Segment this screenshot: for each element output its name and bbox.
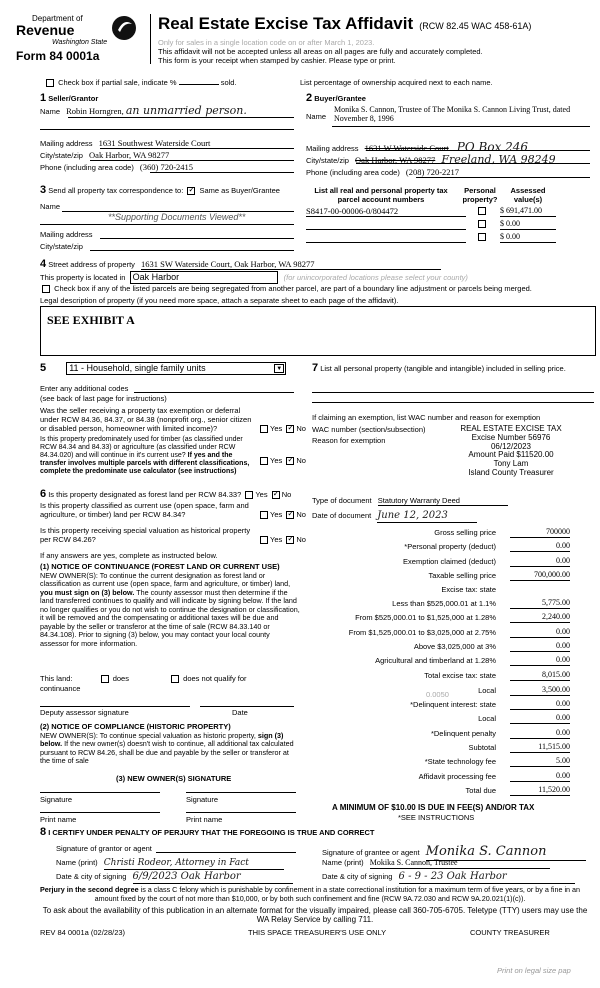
legal-description-box[interactable] (40, 306, 596, 356)
s6-q2-answer (258, 510, 306, 519)
this-land-label: This land: (40, 674, 73, 683)
s1-mail-value[interactable]: 1631 Southwest Waterside Court (98, 138, 211, 148)
land-use-select[interactable] (66, 362, 286, 375)
notice-2: This form is your receipt when stamped by cashier. Please type or print. (158, 56, 396, 65)
grantee-date-value[interactable]: 6 - 9 - 23 Oak Harbor (399, 871, 575, 884)
perjury-body: is a class C felony which is punishable by confinement in a state correctional institution for a maximum term of five years, or by a fine in an amount fixed by the court of not more than $10,000, or by both such confinement and fine (RCW 9A.72.030 and RCW 9A.20.021(1)(c)). (94, 885, 581, 903)
wac-number-label: WAC number (section/subsection) (312, 425, 426, 434)
s2-phone-value[interactable]: (208) 720-2217 (405, 167, 460, 177)
s1-title: Seller/Grantor (48, 94, 99, 103)
new-owner-signature-2-label: Signature (186, 795, 219, 804)
grantor-date-value[interactable]: 6/9/2023 Oak Harbor (133, 871, 293, 884)
parcel-header: List all real and personal property tax parcel account numbers (314, 186, 448, 204)
doc-type-value[interactable]: Statutory Warranty Deed (378, 496, 508, 506)
doc-type-row (312, 496, 508, 506)
partial-sale-checkbox[interactable] (46, 79, 54, 87)
stamp-line: REAL ESTATE EXCISE TAX (460, 424, 562, 433)
calc-row (296, 640, 570, 654)
grantor-name-row (56, 858, 284, 870)
local-rate: 0.0050 (426, 690, 449, 699)
calc-value[interactable]: 0.00 (510, 627, 570, 638)
s6-c3-title: (3) NEW OWNER(S) SIGNATURE (116, 774, 232, 783)
calc-row (296, 770, 570, 784)
grantor-date-row (56, 871, 293, 884)
stamp-line: Tony Lam (493, 459, 529, 469)
calc-value[interactable]: 5.00 (510, 756, 570, 767)
s6-c2-c: If the new owner(s) doesn't wish to continue, all additional tax calculated pursuant to RCW 84.26, shall be due and payable by the seller or transferor at the time of sale (40, 739, 294, 766)
only-for-note: Only for sales in a single location code on or after March 1, 2023. (158, 38, 375, 47)
s6-c1-b: you must sign on (3) below. (40, 587, 135, 597)
s4-located-row (40, 271, 468, 284)
s6-q3-yes-checkbox[interactable] (260, 536, 268, 544)
s2-number: 2 (306, 92, 313, 104)
treasurer-stamp (436, 425, 586, 478)
calc-label: Affidavit processing fee (418, 772, 496, 781)
no-label: No (296, 510, 306, 519)
s1-mail-label: Mailing address (40, 139, 93, 148)
no-label: No (296, 456, 306, 465)
s4-street-value[interactable]: 1631 SW Waterside Court, Oak Harbor, WA 98277 (141, 259, 441, 270)
calc-row (296, 555, 570, 569)
s3-same-label: Same as Buyer/Grantee (199, 186, 280, 195)
section-6 (40, 488, 291, 501)
s1-city-value[interactable]: Oak Harbor, WA 98277 (89, 150, 170, 160)
s1-name-handwritten: an unmarried person. (125, 104, 247, 117)
s6-number: 6 (40, 488, 47, 500)
partial-sale-label: Check box if partial sale, indicate % (58, 78, 177, 87)
s6-q1-no-checkbox[interactable] (272, 491, 280, 499)
parcel-list (306, 206, 596, 245)
continuance-label: continuance (40, 684, 81, 693)
wac-claim-label: If claiming an exemption, list WAC number and reason for exemption (312, 413, 541, 422)
s5-number: 5 (40, 362, 47, 374)
calc-label: Gross selling price (434, 528, 496, 537)
supporting-docs-stamp: **Supporting Documents Viewed** (108, 212, 246, 222)
s2-title: Buyer/Grantee (314, 94, 366, 103)
s2-mail-label: Mailing address (306, 144, 359, 153)
s2-city-label: City/state/zip (306, 156, 349, 165)
personal-property-checkbox[interactable] (478, 220, 486, 228)
calc-row (296, 569, 570, 583)
yes-label: Yes (255, 490, 268, 499)
legal-desc-label: Legal description of property (if you need more space, attach a separate sheet to each page of the affidavit). (40, 296, 399, 305)
calc-row (296, 611, 570, 626)
section-3 (40, 184, 280, 197)
calc-label: From $525,000.01 to $1,525,000 at 1.28% (355, 613, 496, 622)
yes-label: Yes (270, 510, 283, 519)
s5-q2-text: Is this property predominately used for timber (as classified under RCW 84.34 and 84.33) or agriculture (as classified under RCW 84.34.020) and will continue in it's current use? (40, 436, 243, 460)
calc-label: Exemption claimed (deduct) (403, 557, 496, 566)
s2-phone-row (306, 167, 459, 177)
parcel-row (306, 232, 596, 245)
grantee-signature-value[interactable]: Monika S. Cannon (426, 844, 586, 861)
doc-date-value[interactable]: June 12, 2023 (377, 510, 477, 523)
s6-c2-title: (2) NOTICE OF COMPLIANCE (HISTORIC PROPERTY) (40, 722, 231, 731)
s3-number: 3 (40, 184, 47, 196)
calc-value[interactable]: 0.00 (510, 641, 570, 652)
s4-street-label: Street address of property (48, 260, 135, 269)
section-7 (312, 362, 596, 375)
s5-q2-no-checkbox[interactable] (286, 457, 294, 465)
personal-property-checkbox[interactable] (478, 233, 486, 241)
s2-name-label: Name (306, 112, 327, 121)
calc-value[interactable]: 2,240.00 (510, 612, 570, 623)
calc-value[interactable]: 0.00 (510, 713, 570, 724)
land-use-value: 11 - Household, single family units (69, 363, 206, 373)
calc-label: Subtotal (468, 743, 496, 752)
s6-c1-title: (1) NOTICE OF CONTINUANCE (FOREST LAND OR CURRENT USE) (40, 562, 280, 571)
s5-q2 (40, 436, 258, 476)
s6-c2-b: sign (3) below. (40, 731, 284, 749)
s4-located-label: This property is located in (40, 273, 126, 282)
calc-label: Above $3,025,000 at 3% (413, 642, 496, 651)
s3-mail-label: Mailing address (40, 230, 93, 239)
s6-c2-body (40, 732, 300, 766)
s5-q1: Was the seller receiving a property tax exemption or deferral under RCW 84.36, 84.37, or 84.38 (nonprofit org., senior citizen or disabled person, homeowner with limited income)? (40, 406, 252, 433)
s1-number: 1 (40, 92, 47, 104)
deputy-signature-label: Deputy assessor signature (40, 708, 129, 717)
parcel-row (306, 219, 596, 232)
assessed-value[interactable]: $ 0.00 (500, 219, 556, 230)
grantor-signature-line[interactable] (156, 852, 296, 853)
same-as-buyer-checkbox[interactable] (187, 187, 195, 195)
s3-label: Send all property tax correspondence to: (48, 186, 184, 195)
unincorporated-note: (for unincorporated locations please select your county) (283, 273, 468, 282)
print-legal-note: Print on legal size pap (497, 966, 571, 975)
s6-c1-body (40, 572, 300, 648)
new-owner-print-1-label: Print name (40, 815, 77, 824)
s2-mail-value[interactable]: 1631 W Waterside Court (364, 143, 449, 153)
calc-value[interactable]: 0.00 (510, 699, 570, 710)
calc-label: From $1,525,000.01 to $3,025,000 at 2.75% (348, 628, 496, 637)
assessed-value[interactable]: $ 691,471.00 (500, 206, 556, 217)
s8-number: 8 (40, 826, 47, 838)
calc-row (296, 698, 570, 712)
s7-number: 7 (312, 362, 319, 374)
grantee-date-label: Date & city of signing (322, 872, 393, 881)
grantor-signature-label: Signature of grantor or agent (56, 844, 152, 853)
segregated-label: Check box if any of the listed parcels are being segregated from another parcel, are part of a boundary line adjustment or parcels being merged. (54, 284, 532, 293)
does-not-label: does not qualify for (183, 674, 247, 683)
s1-city-label: City/state/zip (40, 151, 83, 160)
calc-label: *Delinquent interest: state (410, 700, 496, 709)
legal-description-text: SEE EXHIBIT A (47, 313, 135, 327)
grantee-signature-label: Signature of grantee or agent (322, 848, 420, 857)
s2-city-value[interactable]: Oak Harbor, WA 98277 (355, 155, 436, 165)
s6-q3-no-checkbox[interactable] (286, 536, 294, 544)
s6-q3: Is this property receiving special valuation as historical property per RCW 84.26? (40, 526, 251, 544)
calc-label: Less than $525,000.01 at 1.1% (392, 599, 496, 608)
does-label: does (112, 674, 129, 683)
s1-city-row (40, 150, 169, 160)
personal-header: Personal property? (462, 186, 498, 204)
s2-mail-handwritten: PO Box 246 (456, 140, 529, 154)
grantee-name-value[interactable]: Mokika S. Cannon, Trustee (370, 858, 550, 869)
partial-sold: sold. (220, 78, 237, 87)
stamp-line: Island County Treasurer (468, 467, 554, 477)
parcel-number[interactable] (306, 232, 466, 243)
calc-row (296, 597, 570, 611)
s6-this-land-row (40, 674, 247, 683)
s1-phone-row (40, 162, 193, 172)
calc-label: *State technology fee (424, 757, 496, 766)
calc-row (296, 626, 570, 640)
personal-property-checkbox[interactable] (478, 207, 486, 215)
s5-q1-no-checkbox[interactable] (286, 425, 294, 433)
does-checkbox[interactable] (101, 675, 109, 683)
partial-sale-row (44, 78, 237, 87)
parcel-number[interactable]: S8417-00-00006-0/804472 (306, 206, 466, 217)
s5-q1-answer (258, 424, 306, 433)
s6-if-any: If any answers are yes, complete as instructed below. (40, 551, 218, 560)
minimum-due-note: A MINIMUM OF $10.00 IS DUE IN FEE(S) AND/OR TAX (332, 803, 535, 812)
calc-row (296, 784, 570, 798)
assessed-value[interactable]: $ 0.00 (500, 232, 556, 243)
calc-value[interactable]: 3,500.00 (510, 685, 570, 696)
s5-q2b-text: If yes and the transfer involves multiple parcels with different classifications, complete the predominate use calculator (see instructions) (40, 452, 250, 476)
chevron-down-icon: ▼ (274, 364, 284, 373)
revision-label: REV 84 0001a (02/28/23) (40, 928, 126, 937)
no-label: No (281, 490, 292, 499)
yes-label: Yes (270, 535, 283, 544)
s6-c1-c: The county assessor must then determine if the land transferred continues to qualify and will indicate by signing below. If the land no longer qualifies or you do not wish to continue the designation or classification, it will be removed and the compensating or additional taxes will be due and payable by the seller or transferor at the time of sale (RCW 84.33.140 or 84.34.108). Prior to signing (3) below, you may contact your local county assessor for more information. (40, 587, 300, 648)
s1-phone-label: Phone (including area code) (40, 163, 134, 172)
dept-line3: Washington State (52, 39, 108, 46)
does-not-checkbox[interactable] (171, 675, 179, 683)
see-instructions: *SEE INSTRUCTIONS (398, 813, 475, 822)
calc-value[interactable]: 700,000.00 (510, 570, 570, 581)
s6-c1-a: NEW OWNER(S): To continue the current designation as forest land or classification as current use (open space, farm and agriculture, or timber) land, (40, 571, 291, 589)
s1-name-row (40, 104, 295, 117)
s1-name-value[interactable]: Robin Horngren, (66, 106, 124, 116)
calc-value[interactable]: 0.00 (510, 771, 570, 782)
perjury-title: Perjury in the second degree (39, 885, 139, 894)
reason-label: Reason for exemption (312, 436, 386, 445)
alternate-format-note: To ask about the availability of this publication in an alternate format for the visually impaired, please call 360-705-6705. Teletype (TTY) users may use the WA Relay Service by calling 711. (42, 906, 588, 925)
calc-value[interactable]: 8,015.00 (510, 670, 570, 681)
calc-value[interactable]: 0.00 (510, 655, 570, 666)
form-title (158, 14, 531, 34)
s7-label: List all personal property (tangible and intangible) included in selling price. (320, 364, 566, 373)
section-8 (40, 826, 375, 839)
stamp-line: 06/12/2023 (490, 441, 532, 451)
section-2 (306, 92, 366, 105)
stamp-line: Excise Number 56976 (471, 432, 551, 442)
s2-name-value[interactable]: Monika S. Cannon, Trustee of The Monika S. Cannon Living Trust, dated November 8, 1996 (334, 105, 571, 123)
calc-value[interactable]: 5,775.00 (510, 598, 570, 609)
calc-row (296, 669, 570, 684)
title-text: Real Estate Excise Tax Affidavit (158, 14, 414, 33)
calc-row (296, 755, 570, 770)
parcel-row (306, 206, 596, 219)
s1-name-label: Name (40, 107, 61, 116)
calc-label: *Personal property (deduct) (404, 542, 496, 551)
calc-label: Total excise tax: state (424, 671, 496, 680)
grantee-name-label: Name (print) (322, 858, 364, 867)
doc-type-label: Type of document (312, 496, 372, 505)
notice-1: This affidavit will not be accepted unless all areas on all pages are fully and accurately completed. (158, 47, 483, 56)
calc-label: Agricultural and timberland at 1.28% (375, 656, 496, 665)
grantor-name-value[interactable]: Christi Rodeor, Attorney in Fact (104, 858, 284, 870)
tax-calculation-table (296, 526, 570, 798)
calc-label: Taxable selling price (428, 571, 496, 580)
calc-value[interactable]: 0.00 (510, 556, 570, 567)
dept-line1: Department of (32, 14, 83, 23)
grantee-name-row (322, 858, 550, 869)
s4-segregated-row (40, 284, 596, 293)
calc-label: Local (478, 686, 496, 695)
calc-label: Total due (465, 786, 496, 795)
s1-mail-row (40, 138, 210, 148)
s5-see-back: (see back of last page for instructions) (40, 394, 167, 403)
dor-swirl-icon (110, 14, 138, 42)
calc-value[interactable]: 0.00 (510, 541, 570, 552)
grantor-date-label: Date & city of signing (56, 872, 127, 881)
calc-row (296, 526, 570, 540)
new-owner-signature-1-label: Signature (40, 795, 73, 804)
doc-date-label: Date of document (312, 511, 372, 520)
s2-city-row (306, 153, 556, 166)
calc-label: Excise tax: state (441, 585, 496, 594)
s2-city-handwritten: Freeland, WA 98249 (441, 153, 556, 166)
stamp-line: Amount Paid $11520.00 (468, 450, 554, 460)
grantee-date-row (322, 871, 575, 884)
section-4 (40, 258, 441, 271)
no-label: No (296, 424, 306, 433)
list-pct-note: List percentage of ownership acquired next to each name. (300, 78, 493, 87)
calc-label: Local (478, 714, 496, 723)
s6-q2: Is this property classified as current use (open space, farm and agriculture, or timber) land per RCW 84.34? (40, 501, 249, 519)
dept-line2: Revenue (16, 22, 75, 38)
s6-q2-no-checkbox[interactable] (286, 511, 294, 519)
treasurer-only-label: THIS SPACE TREASURER'S USE ONLY (248, 928, 387, 937)
calc-value[interactable]: 0.00 (510, 728, 570, 739)
dor-logo (12, 14, 142, 64)
s5-q2-answer (258, 456, 306, 465)
s1-phone-value[interactable]: (360) 720-2415 (139, 162, 194, 172)
s5-q2-yes-checkbox[interactable] (260, 457, 268, 465)
s4-number: 4 (40, 258, 47, 270)
calc-value[interactable]: 11,515.00 (510, 742, 570, 753)
form-number: Form 84 0001a (16, 49, 100, 63)
calc-label: *Delinquent penalty (430, 729, 496, 738)
deputy-date-label: Date (232, 708, 248, 717)
yes-label: Yes (270, 456, 283, 465)
s8-certify: I CERTIFY UNDER PENALTY OF PERJURY THAT THE FOREGOING IS TRUE AND CORRECT (48, 828, 375, 837)
s3-name-label: Name (40, 202, 61, 211)
s5-additional-label: Enter any additional codes (40, 384, 129, 393)
calc-row (296, 727, 570, 741)
calc-row (296, 540, 570, 555)
s3-city-label: City/state/zip (40, 242, 83, 251)
doc-date-row (312, 510, 477, 523)
segregated-checkbox[interactable] (42, 285, 50, 293)
s2-phone-label: Phone (including area code) (306, 168, 400, 177)
section-5 (40, 362, 286, 375)
s6-q1-yes-checkbox[interactable] (245, 491, 253, 499)
calc-value[interactable]: 700000 (510, 527, 570, 538)
calc-row (296, 654, 570, 669)
calc-row (296, 712, 570, 727)
parcel-number[interactable] (306, 219, 466, 230)
located-select[interactable]: Oak Harbor (130, 271, 278, 284)
title-rcw: (RCW 82.45 WAC 458-61A) (419, 21, 532, 31)
new-owner-print-2-label: Print name (186, 815, 223, 824)
grantor-name-label: Name (print) (56, 858, 98, 867)
perjury-note (30, 886, 590, 903)
s6-q1: Is this property designated as forest land per RCW 84.33? (48, 490, 242, 499)
s6-q2-yes-checkbox[interactable] (260, 511, 268, 519)
no-label: No (296, 535, 306, 544)
calc-row (296, 741, 570, 755)
assessed-header: Assessed value(s) (510, 186, 546, 204)
calc-row (296, 583, 570, 597)
county-treasurer-label: COUNTY TREASURER (470, 928, 550, 937)
yes-label: Yes (270, 424, 283, 433)
s5-q1-yes-checkbox[interactable] (260, 425, 268, 433)
calc-value[interactable]: 11,520.00 (510, 785, 570, 796)
s6-c2-a: NEW OWNER(S): To continue special valuation as historic property, (40, 731, 256, 740)
